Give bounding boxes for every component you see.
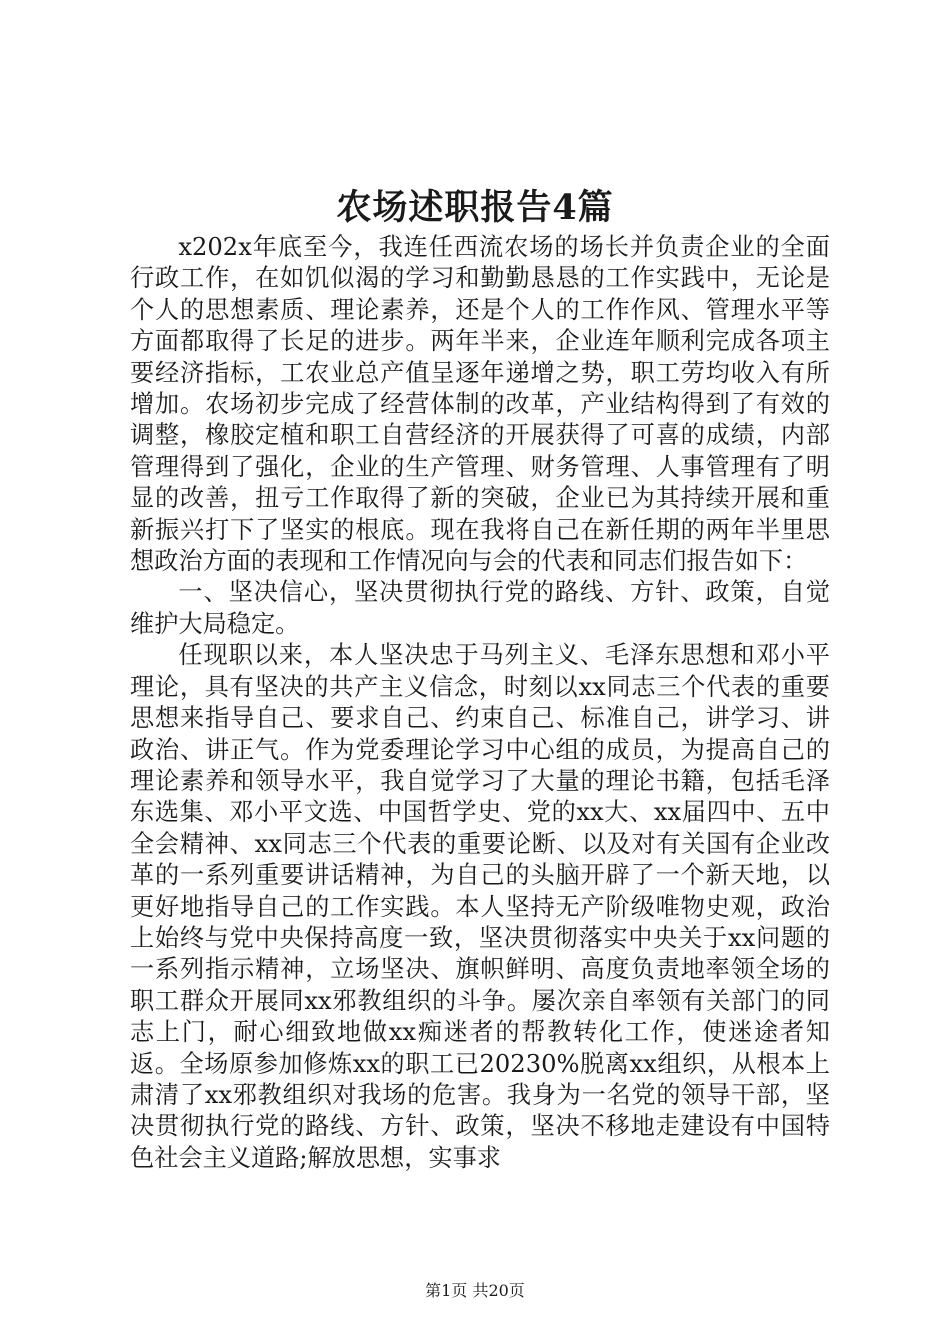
paragraph-intro: x202x年底至今，我连任西流农场的场长并负责企业的全面行政工作，在如饥似渴的学习和勤勤恳恳的工作实践中，无论是个人的思想素质、理论素养，还是个人的工作作风、管理水平等方面都取得了长足的进步。两年半来，企业连年顺利完成各项主要经济指标，工农业总产值呈逐年递增之势，职工劳均收入有所增加。农场初步完成了经营体制的改革，产业结构得到了有效的调整，橡胶定植和职工自营经济的开展获得了可喜的成绩，内部管理得到了强化，企业的生产管理、财务管理、人事管理有了明显的改善，扭亏工作取得了新的突破，企业已为其持续开展和重新振兴打下了坚实的根底。现在我将自己在新任期的两年半里思想政治方面的表现和工作情况向与会的代表和同志们报告如下： [130,233,830,576]
paragraph-section-heading: 一、坚决信心，坚决贯彻执行党的路线、方针、政策，自觉维护大局稳定。 [130,578,830,638]
document-body [130,232,830,1174]
paragraph-section-body: 任现职以来，本人坚决忠于马列主义、毛泽东思想和邓小平理论，具有坚决的共产主义信念，时刻以xx同志三个代表的重要思想来指导自己、要求自己、约束自己、标准自己，讲学习、讲政治、讲正气。作为党委理论学习中心组的成员，为提高自己的理论素养和领导水平，我自觉学习了大量的理论书籍，包括毛泽东选集、邓小平文选、中国哲学史、党的xx大、xx届四中、五中全会精神、xx同志三个代表的重要论断、以及对有关国有企业改革的一系列重要讲话精神，为自己的头脑开辟了一个新天地，以更好地指导自己的工作实践。本人坚持无产阶级唯物史观，政治上始终与党中央保持高度一致，坚决贯彻落实中央关于xx问题的一系列指示精神，立场坚决、旗帜鲜明、高度负责地率领全场的职工群众开展同xx邪教组织的斗争。屡次亲自率领有关部门的同志上门，耐心细致地做xx痴迷者的帮教转化工作，使迷途者知返。全场原参加修炼xx的职工已20230%脱离xx组织，从根本上肃清了xx邪教组织对我场的危害。我身为一名党的领导干部，坚决贯彻执行党的路线、方针、政策，坚决不移地走建设有中国特色社会主义道路;解放思想，实事求 [130,641,830,1172]
document-title: 农场述职报告4篇 [336,187,614,228]
page-number-footer: 第1页 共20页 [425,1281,525,1300]
